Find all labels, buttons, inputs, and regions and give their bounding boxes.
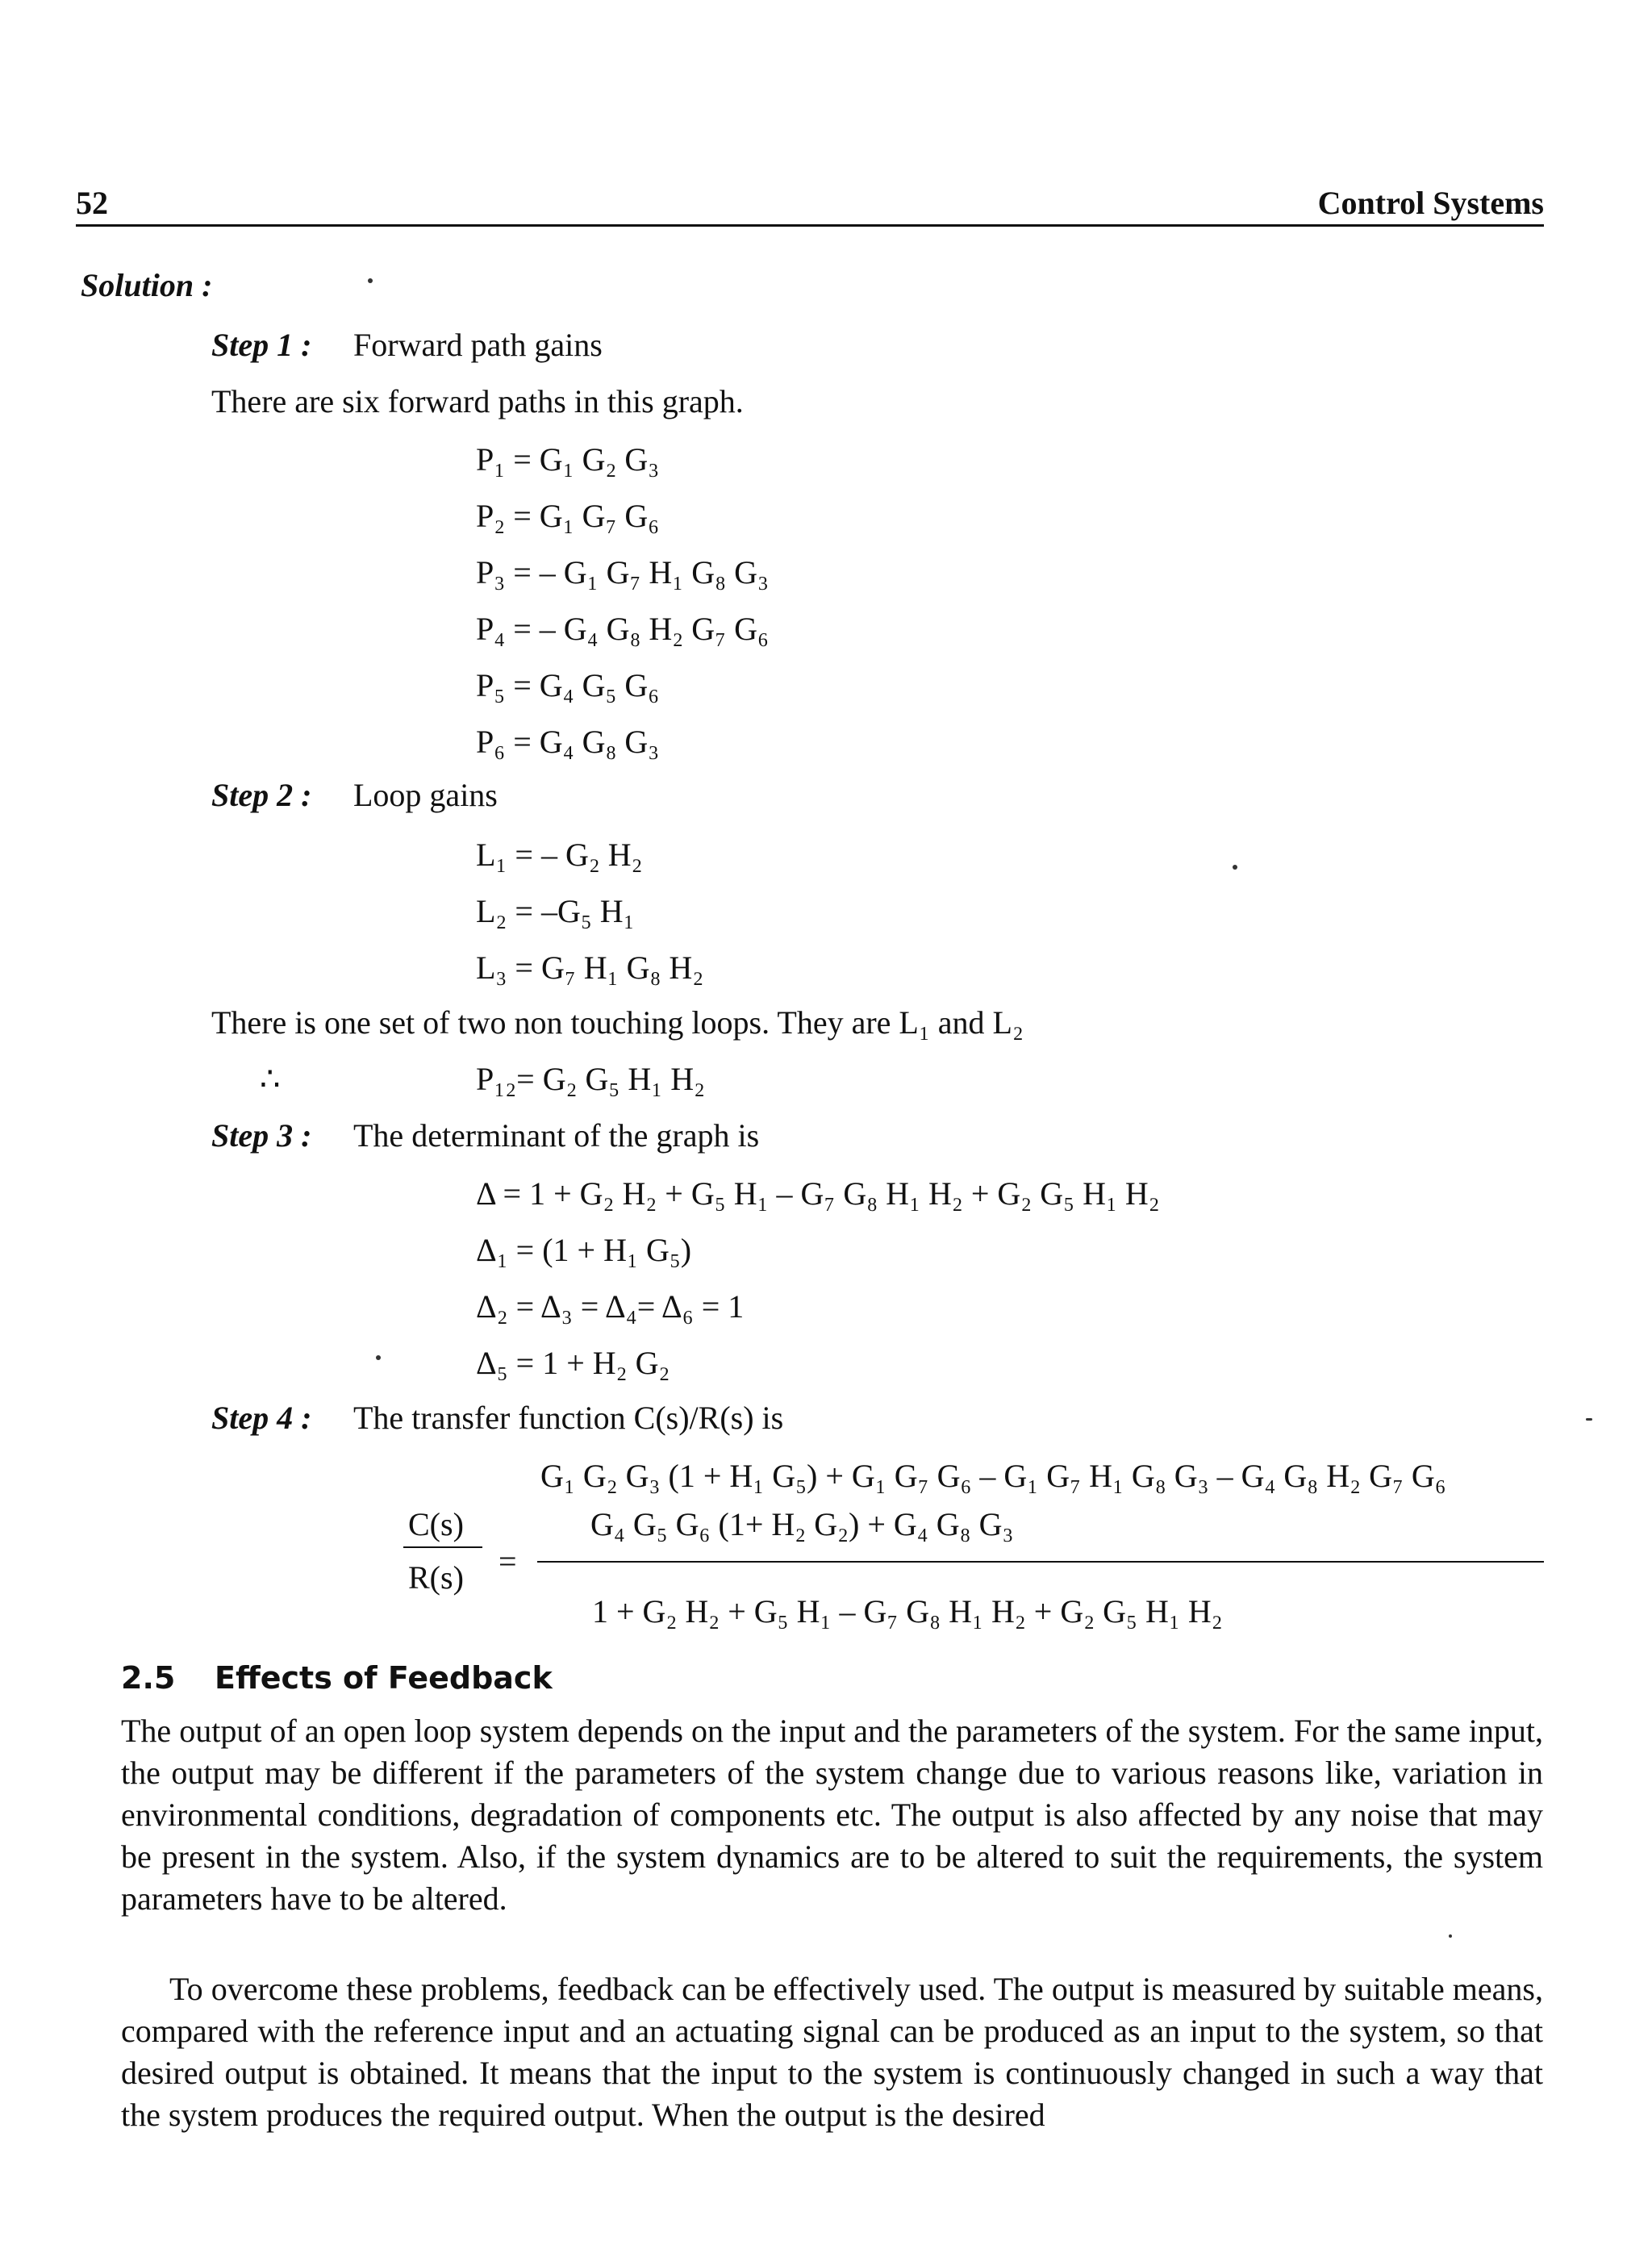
transfer-equals: = <box>499 1543 517 1580</box>
transfer-denominator: 1 + G₂ H₂ + G₅ H₁ – G₇ G₈ H₁ H₂ + G₂ G₅ H₁ H₂ <box>592 1593 1223 1630</box>
paragraph-2: To overcome these problems, feedback can be effectively used. The output is measured by suitable means, compared with the reference input and an actuating signal can be produced as an input to the system, so that desired output is obtained. It means that the input to the system is continuously changed in such a way that the system produces the required output. When the output is the desired <box>121 1971 1543 2133</box>
section-title: Effects of Feedback <box>215 1660 553 1696</box>
step2-label: Step 2 : <box>211 777 312 813</box>
forward-path-p3: P₃ = – G₁ G₇ H₁ G₈ G₃ <box>476 554 769 590</box>
forward-path-p1: P₁ = G₁ G₂ G₃ <box>476 441 660 478</box>
therefore-symbol: ∴ <box>260 1061 281 1097</box>
scan-speck <box>1449 1934 1452 1938</box>
page-number: 52 <box>76 185 108 221</box>
solution-label: Solution : <box>81 267 213 303</box>
transfer-lhs-numerator: C(s) <box>408 1506 464 1542</box>
step3-title: The determinant of the graph is <box>353 1117 760 1154</box>
transfer-numerator-line2: G₄ G₅ G₆ (1+ H₂ G₂) + G₄ G₈ G₃ <box>590 1506 1014 1542</box>
step1-label: Step 1 : <box>211 327 312 363</box>
scan-speck <box>368 278 373 283</box>
forward-path-p4: P₄ = – G₄ G₈ H₂ G₇ G₆ <box>476 611 769 647</box>
loop-l3: L₃ = G₇ H₁ G₈ H₂ <box>476 949 704 986</box>
step4-title: The transfer function C(s)/R(s) is <box>353 1400 784 1436</box>
scan-speck <box>376 1355 381 1360</box>
lhs-fraction-bar <box>403 1546 482 1548</box>
determinant-delta1: Δ₁ = (1 + H₁ G₅) <box>476 1232 692 1268</box>
running-header-title: Control Systems <box>1317 185 1544 221</box>
determinant-delta2-6: Δ₂ = Δ₃ = Δ₄= Δ₆ = 1 <box>476 1288 745 1325</box>
scan-speck <box>1586 1418 1592 1421</box>
step3-label: Step 3 : <box>211 1117 312 1154</box>
step4-label: Step 4 : <box>211 1400 312 1436</box>
section-number: 2.5 <box>121 1660 176 1696</box>
transfer-numerator-line1: G₁ G₂ G₃ (1 + H₁ G₅) + G₁ G₇ G₆ – G₁ G₇ H₁ G₈ G₃ – G₄ G₈ H₂ G₇ G₆ <box>540 1458 1446 1494</box>
step1-intro: There are six forward paths in this graph. <box>211 383 744 419</box>
forward-path-p2: P₂ = G₁ G₇ G₆ <box>476 498 660 534</box>
scan-speck <box>1233 865 1237 870</box>
step1-title: Forward path gains <box>353 327 603 363</box>
header-rule <box>76 224 1544 227</box>
nontouching-gain-p12: P₁₂= G₂ G₅ H₁ H₂ <box>476 1061 706 1097</box>
step2-title: Loop gains <box>353 777 498 813</box>
determinant-delta: Δ = 1 + G₂ H₂ + G₅ H₁ – G₇ G₈ H₁ H₂ + G₂ G₅ H₁ H₂ <box>476 1175 1160 1212</box>
main-fraction-bar <box>537 1561 1544 1563</box>
loop-l1: L₁ = – G₂ H₂ <box>476 837 643 873</box>
forward-path-p6: P₆ = G₄ G₈ G₃ <box>476 724 660 760</box>
determinant-delta5: Δ₅ = 1 + H₂ G₂ <box>476 1345 670 1381</box>
transfer-lhs-denominator: R(s) <box>408 1559 464 1596</box>
paragraph-1: The output of an open loop system depends on the input and the parameters of the system. For the same input, the output may be different if the parameters of the system change due to various reasons like, variation in environmental conditions, degradation of components etc. The output is also affected by any noise that may be present in the system. Also, if the system dynamics are to be altered to suit the requirements, the system parameters have to be altered. <box>121 1713 1543 1917</box>
nontouching-loops-text: There is one set of two non touching loops. They are L₁ and L₂ <box>211 1004 1024 1041</box>
forward-path-p5: P₅ = G₄ G₅ G₆ <box>476 667 660 703</box>
loop-l2: L₂ = –G₅ H₁ <box>476 893 635 929</box>
